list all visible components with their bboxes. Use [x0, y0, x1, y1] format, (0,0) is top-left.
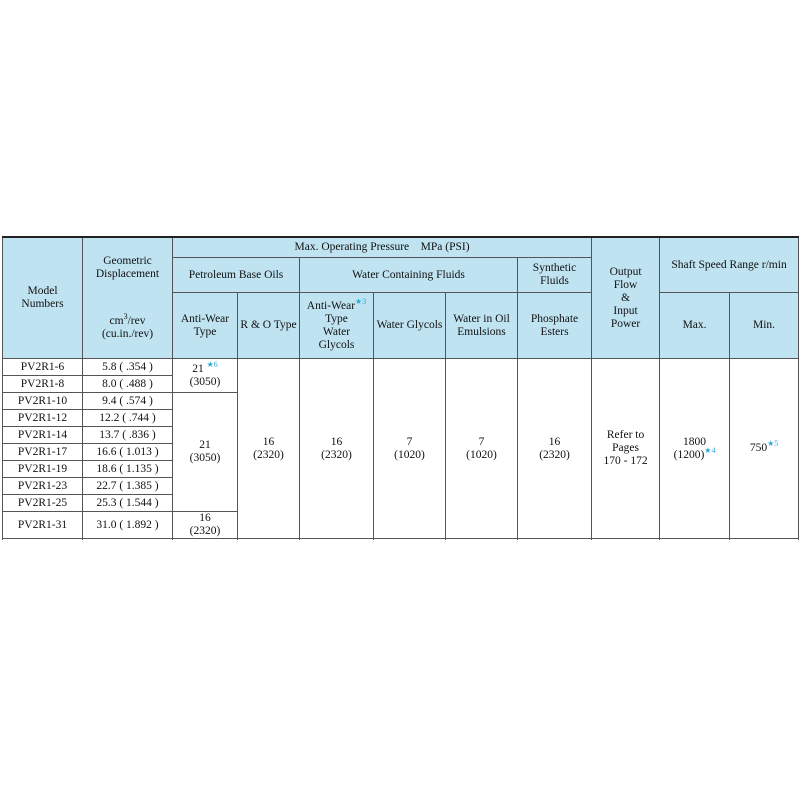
- displacement-value: 5.8 ( .354 ): [83, 359, 173, 376]
- header-phosphate-esters: Phosphate Esters: [518, 293, 592, 359]
- footnote-star-5: ★5: [767, 439, 779, 449]
- header-r-and-o-type: R & O Type: [238, 293, 300, 359]
- displacement-value: 13.7 ( .836 ): [83, 427, 173, 444]
- model-number: PV2R1-19: [3, 461, 83, 478]
- shaft-speed-min: $750^{★5}$: [730, 359, 799, 539]
- model-number: PV2R1-14: [3, 427, 83, 444]
- model-number: PV2R1-31: [3, 512, 83, 539]
- header-synthetic-fluids: Synthetic Fluids: [518, 258, 592, 293]
- anti-wear-pressure-large: 16 (2320): [173, 512, 238, 539]
- header-displacement-unit: $cm^3$/rev: [109, 312, 146, 327]
- displacement-value: 16.6 ( 1.013 ): [83, 444, 173, 461]
- header-min: Min.: [730, 293, 799, 359]
- model-number: PV2R1-8: [3, 376, 83, 393]
- displacement-value: 12.2 ( .744 ): [83, 410, 173, 427]
- header-shaft-speed-range: Shaft Speed Range r/min: [660, 237, 799, 293]
- anti-wear-pressure-mid: 21 (3050): [173, 393, 238, 512]
- displacement-value: 22.7 ( 1.385 ): [83, 478, 173, 495]
- displacement-value: 18.6 ( 1.135 ): [83, 461, 173, 478]
- footnote-star-4: ★4: [704, 445, 716, 455]
- displacement-value: 8.0 ( .488 ): [83, 376, 173, 393]
- header-max-operating-pressure: Max. Operating Pressure MPa (PSI): [173, 237, 592, 258]
- shaft-speed-max: 1800 $(1200)^{★4}$: [660, 359, 730, 539]
- model-number: PV2R1-23: [3, 478, 83, 495]
- header-displacement-label: Geometric Displacement: [95, 255, 160, 280]
- header-model-numbers: Model Numbers: [3, 237, 83, 359]
- header-output-flow-input-power: Output Flow & Input Power: [592, 237, 660, 359]
- header-geometric-displacement: [83, 237, 173, 359]
- model-number: PV2R1-10: [3, 393, 83, 410]
- phosphate-esters-pressure: 16 (2320): [518, 359, 592, 539]
- model-number: PV2R1-25: [3, 495, 83, 512]
- header-anti-wear-type: Anti-Wear Type: [173, 293, 238, 359]
- water-glycols-pressure: 7 (1020): [374, 359, 446, 539]
- model-number: PV2R1-12: [3, 410, 83, 427]
- header-anti-wear-water-glycols: Anti-Wear$^{★3}$ Type Water Glycols: [300, 293, 374, 359]
- header-max: Max.: [660, 293, 730, 359]
- displacement-value: 31.0 ( 1.892 ): [83, 512, 173, 539]
- anti-wear-water-glycols-pressure: 16 (2320): [300, 359, 374, 539]
- table-row: [3, 359, 799, 376]
- output-flow-reference: Refer to Pages 170 - 172: [592, 359, 660, 539]
- header-water-glycols: Water Glycols: [374, 293, 446, 359]
- displacement-value: 25.3 ( 1.544 ): [83, 495, 173, 512]
- footnote-star-3: ★3: [355, 296, 367, 306]
- displacement-value: 9.4 ( .574 ): [83, 393, 173, 410]
- model-number: PV2R1-6: [3, 359, 83, 376]
- ro-type-pressure: 16 (2320): [238, 359, 300, 539]
- header-water-containing-fluids: Water Containing Fluids: [300, 258, 518, 293]
- spec-table: [2, 236, 799, 539]
- header-petroleum-base-oils: Petroleum Base Oils: [173, 258, 300, 293]
- header-water-in-oil-emulsions: Water in Oil Emulsions: [446, 293, 518, 359]
- anti-wear-pressure-small: 21 $^{★6}$ (3050): [173, 359, 238, 393]
- water-in-oil-pressure: 7 (1020): [446, 359, 518, 539]
- footnote-star-6: ★6: [206, 359, 218, 369]
- header-displacement-unit-alt: (cu.in./rev): [101, 328, 154, 340]
- model-number: PV2R1-17: [3, 444, 83, 461]
